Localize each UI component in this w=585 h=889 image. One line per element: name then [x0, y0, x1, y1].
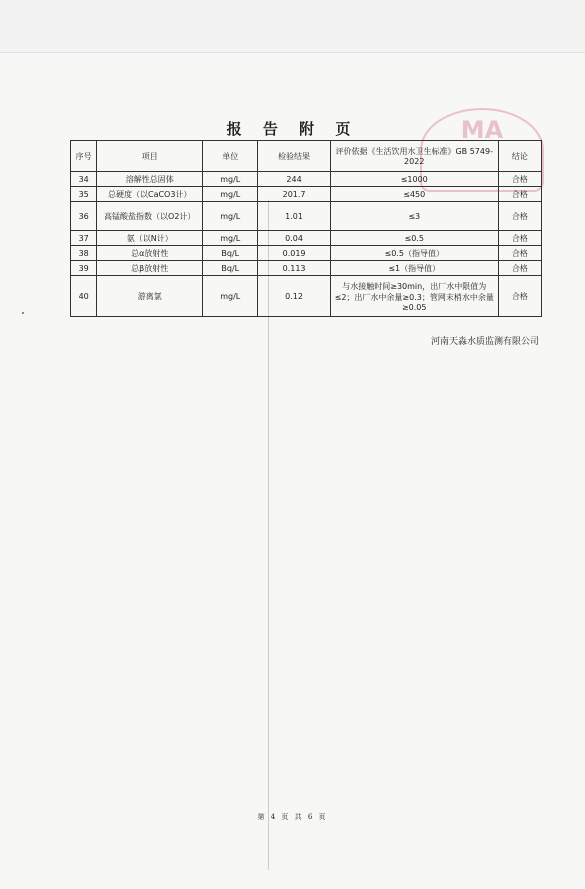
header-no: 序号	[71, 141, 97, 172]
cell-unit: mg/L	[203, 187, 258, 202]
cell-unit: mg/L	[203, 202, 258, 231]
cell-no: 36	[71, 202, 97, 231]
cell-no: 40	[71, 276, 97, 317]
cell-item: 总β放射性	[97, 261, 203, 276]
cell-no: 38	[71, 246, 97, 261]
cell-standard: ≤450	[330, 187, 498, 202]
table-row	[71, 231, 542, 246]
cell-item: 氨（以N计）	[97, 231, 203, 246]
cell-conclusion: 合格	[498, 187, 541, 202]
table-row	[71, 261, 542, 276]
cell-standard: ≤1000	[330, 172, 498, 187]
cell-standard: ≤0.5（指导值）	[330, 246, 498, 261]
cell-conclusion: 合格	[498, 202, 541, 231]
header-conclusion: 结论	[498, 141, 541, 172]
table-row	[71, 172, 542, 187]
cell-result: 1.01	[258, 202, 330, 231]
table-row	[71, 202, 542, 231]
cell-result: 0.12	[258, 276, 330, 317]
table-header-row	[71, 141, 542, 172]
cell-unit: Bq/L	[203, 246, 258, 261]
cell-standard: ≤0.5	[330, 231, 498, 246]
cell-conclusion: 合格	[498, 172, 541, 187]
table-row	[71, 276, 542, 317]
page-title: 报 告 附 页	[226, 120, 359, 138]
cell-standard: ≤1（指导值）	[330, 261, 498, 276]
cell-result: 0.04	[258, 231, 330, 246]
cell-item: 溶解性总固体	[97, 172, 203, 187]
cell-no: 39	[71, 261, 97, 276]
report-table	[70, 140, 542, 317]
cell-conclusion: 合格	[498, 261, 541, 276]
header-item: 项目	[97, 141, 203, 172]
cell-conclusion: 合格	[498, 276, 541, 317]
cell-standard: ≤3	[330, 202, 498, 231]
cell-unit: mg/L	[203, 172, 258, 187]
company-name: 河南天淼水质监测有限公司	[430, 337, 539, 347]
scan-speck	[22, 312, 24, 314]
cell-result: 244	[258, 172, 330, 187]
cell-result: 201.7	[258, 187, 330, 202]
cell-item: 总硬度（以CaCO3计）	[97, 187, 203, 202]
cell-unit: mg/L	[203, 276, 258, 317]
cell-result: 0.113	[258, 261, 330, 276]
header-standard: 评价依据《生活饮用水卫生标准》GB 5749-2022	[330, 141, 498, 172]
cell-no: 35	[71, 187, 97, 202]
cell-no: 37	[71, 231, 97, 246]
stamp-text: MA	[460, 116, 504, 144]
page-footer: 第 4 页 共 6 页	[257, 813, 328, 821]
cell-item: 游离氯	[97, 276, 203, 317]
cell-item: 高锰酸盐指数（以O2计）	[97, 202, 203, 231]
cell-unit: mg/L	[203, 231, 258, 246]
table-row	[71, 187, 542, 202]
cell-no: 34	[71, 172, 97, 187]
cell-conclusion: 合格	[498, 231, 541, 246]
cell-unit: Bq/L	[203, 261, 258, 276]
cell-conclusion: 合格	[498, 246, 541, 261]
table-row	[71, 246, 542, 261]
cell-standard: 与水接触时间≥30min，出厂水中限值为≤2；出厂水中余量≥0.3；管网末梢水中余量≥0.05	[330, 276, 498, 317]
cell-result: 0.019	[258, 246, 330, 261]
cell-item: 总α放射性	[97, 246, 203, 261]
header-unit: 单位	[203, 141, 258, 172]
header-result: 检验结果	[258, 141, 330, 172]
